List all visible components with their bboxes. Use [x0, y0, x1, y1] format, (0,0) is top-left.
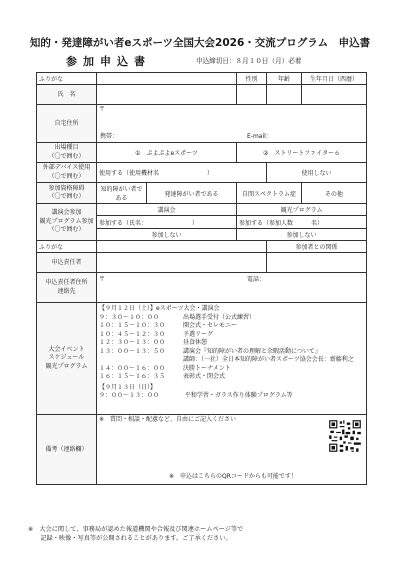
schedule-item-time: ９：３０～１０：００ — [99, 313, 160, 321]
event-label — [37, 143, 97, 163]
participation-label — [37, 204, 97, 241]
footer-notes — [28, 526, 378, 544]
schedule-item — [99, 373, 364, 382]
disability-label — [37, 183, 97, 204]
schedule-content — [97, 303, 367, 415]
event-option-puyo[interactable]: ① ぷよぷよeスポーツ — [97, 143, 237, 163]
remarks-label: 備考（連絡欄） — [37, 415, 97, 485]
schedule-item-time: １０：１５～１０：３０ — [99, 322, 166, 330]
guardian-name-field[interactable] — [97, 253, 267, 273]
schedule-item — [99, 339, 364, 348]
device-option-none[interactable]: 使用しない — [267, 163, 367, 183]
schedule-item-desc: 講師：（一社）全日本知的障がい者スポーツ協会会長：齋藤利之 — [183, 356, 354, 364]
schedule-item-time: １２：３０～１３：００ — [99, 339, 166, 347]
schedule-item-time: １６：１５～１６：３５ — [99, 373, 166, 381]
tour-join-option[interactable]: 参加する（参加人数 名） — [237, 216, 367, 229]
guardian-furigana-row — [37, 241, 367, 253]
schedule-label-line3: 観光プログラム — [45, 362, 88, 370]
guardian-relation-label: 参加者との関係 — [267, 241, 367, 253]
tour-nojoin-option[interactable]: 参加しない — [237, 229, 367, 241]
participation-label-line3: （〇で囲む） — [48, 226, 85, 234]
remarks-note: ※ 質問・相談・配慮など、自由にご記入ください — [99, 416, 237, 424]
device-option-use[interactable]: 使用する（使用機材名 ） — [97, 163, 267, 183]
guardian-relation-field[interactable] — [267, 253, 367, 273]
gender-label: 性別 — [237, 73, 267, 85]
lecture-nojoin-option[interactable]: 参加しない — [97, 229, 237, 241]
schedule-row — [37, 303, 367, 415]
schedule-item — [99, 314, 364, 323]
schedule-label — [37, 303, 97, 415]
lecture-join-option[interactable]: 参加する（氏名： ） — [97, 216, 237, 229]
schedule-item-desc: 講演会『知的障がい者の理解と余暇活動について』 — [183, 347, 321, 355]
disability-row — [37, 183, 367, 204]
guardian-address-label-line1: 申込責任者住所 — [45, 279, 88, 287]
footer-note-line2: 記録・映像・写真等が公開されることがあります。ご了承ください。 — [28, 534, 232, 542]
participation-label-line1: 講演会参加 — [51, 209, 82, 217]
schedule-item-time: １０：４５～１２：３０ — [99, 330, 166, 338]
schedule-day2-heading: 【９月１３日（日）】 — [99, 383, 157, 391]
schedule-item — [99, 365, 364, 374]
lecture-label: 講演会 — [97, 204, 237, 216]
guardian-address-label-line2: 連絡先 — [57, 287, 76, 295]
schedule-day1-heading: 【９月１２日（土）】eスポーツ大会・講演会 — [99, 305, 220, 313]
disability-label-line1: 参加資格障碍 — [48, 184, 85, 192]
participation-header-row — [37, 204, 367, 216]
schedule-label-line2: スケジュール — [48, 354, 85, 362]
device-row — [37, 163, 367, 183]
schedule-item-desc: 開会式・セレモニー — [183, 322, 238, 330]
event-label-line1: 出場種目 — [54, 144, 79, 151]
remarks-row — [37, 415, 367, 485]
disability-option-autism[interactable]: 自閉スペクトラム症 — [237, 183, 302, 204]
furigana-label: ふりがな — [37, 73, 97, 85]
schedule-day2-item — [99, 392, 364, 401]
device-label — [37, 163, 97, 183]
event-row — [37, 143, 367, 163]
schedule-list — [99, 314, 364, 382]
disability-option-other[interactable]: その他 — [302, 183, 367, 204]
guardian-furigana-label: ふりがな — [37, 241, 97, 253]
schedule-item-time: １３：００～１３：５０ — [99, 347, 166, 355]
mobile-label: 携帯： — [100, 133, 119, 140]
furigana-row — [37, 73, 367, 85]
qr-note: ※ 申込はこちらのQRコードからも可能です！ — [169, 473, 297, 481]
address-label: 自宅住所 — [37, 105, 97, 143]
birthdate-field[interactable] — [302, 85, 367, 105]
schedule-label-line1: 大会イベント — [48, 345, 85, 353]
event-label-line2: （〇で囲む） — [48, 152, 85, 160]
name-row — [37, 85, 367, 105]
form-subtitle: 参加申込書 — [66, 55, 151, 68]
furigana-field[interactable] — [97, 73, 237, 85]
guardian-address-field[interactable] — [97, 273, 367, 303]
device-label-line1: 外部デバイス使用 — [42, 164, 91, 172]
postal-mark: 〒 — [99, 106, 106, 113]
event-option-sf6[interactable]: ② ストリートファイター６ — [237, 143, 367, 163]
disability-label-line2: （〇で囲む） — [48, 193, 85, 201]
guardian-label: 申込責任者 — [37, 253, 97, 273]
guardian-postal-mark: 〒 — [99, 276, 106, 284]
disability-option-intellectual[interactable]: 知的障がい者である — [97, 183, 147, 204]
schedule-item-desc: 出場選手受付（公式練習） — [183, 313, 256, 321]
address-field[interactable] — [97, 105, 367, 143]
gender-field[interactable] — [237, 85, 267, 105]
address-row — [37, 105, 367, 143]
deadline-text: 申込締切日：８月１０日（月）必着 — [196, 57, 302, 65]
name-field[interactable] — [97, 85, 237, 105]
phone-label: 電話： — [247, 276, 266, 284]
schedule-item-desc: 予選リーグ — [183, 330, 214, 338]
email-label: E-mail： — [247, 133, 272, 140]
footer-note-line1: ※ 大会に関して、事務局が認めた報道機関や合報及び関連ホームページ等で — [28, 526, 244, 533]
age-label: 年齢 — [267, 73, 302, 85]
birthdate-label: 生年月日（西暦） — [302, 73, 367, 85]
schedule-item-time: １４：００～１６：００ — [99, 364, 166, 372]
qr-code-icon[interactable] — [328, 419, 362, 453]
tour-label: 観光プログラム — [237, 204, 367, 216]
schedule-item — [99, 348, 364, 357]
guardian-address-row — [37, 273, 367, 303]
form-title: 知的・発達障がい者eスポーツ全国大会2026・交流プログラム 申込書 — [29, 37, 371, 49]
schedule-day2-time: ９：００～１３：００ — [99, 392, 160, 400]
guardian-furigana-field[interactable] — [97, 241, 267, 253]
schedule-item-desc: 表彰式・閉会式 — [183, 373, 226, 381]
age-field[interactable] — [267, 85, 302, 105]
guardian-address-label — [37, 273, 97, 303]
remarks-field[interactable] — [97, 415, 367, 485]
participation-label-line2: 観光プログラム参加 — [39, 217, 94, 225]
schedule-item-desc: 昼食休憩 — [183, 339, 208, 347]
schedule-item — [99, 331, 364, 340]
name-label: 氏 名 — [37, 85, 97, 105]
guardian-row — [37, 253, 367, 273]
schedule-item — [99, 356, 364, 365]
schedule-day2-desc: 平和学習・ガラス作り体験プログラム等 — [184, 392, 293, 400]
device-label-line2: （〇で囲む） — [48, 172, 85, 180]
schedule-item-desc: 決勝トーナメント — [183, 364, 231, 372]
disability-option-developmental[interactable]: 発達障がい者である — [147, 183, 237, 204]
schedule-item — [99, 322, 364, 331]
application-table — [36, 72, 367, 485]
